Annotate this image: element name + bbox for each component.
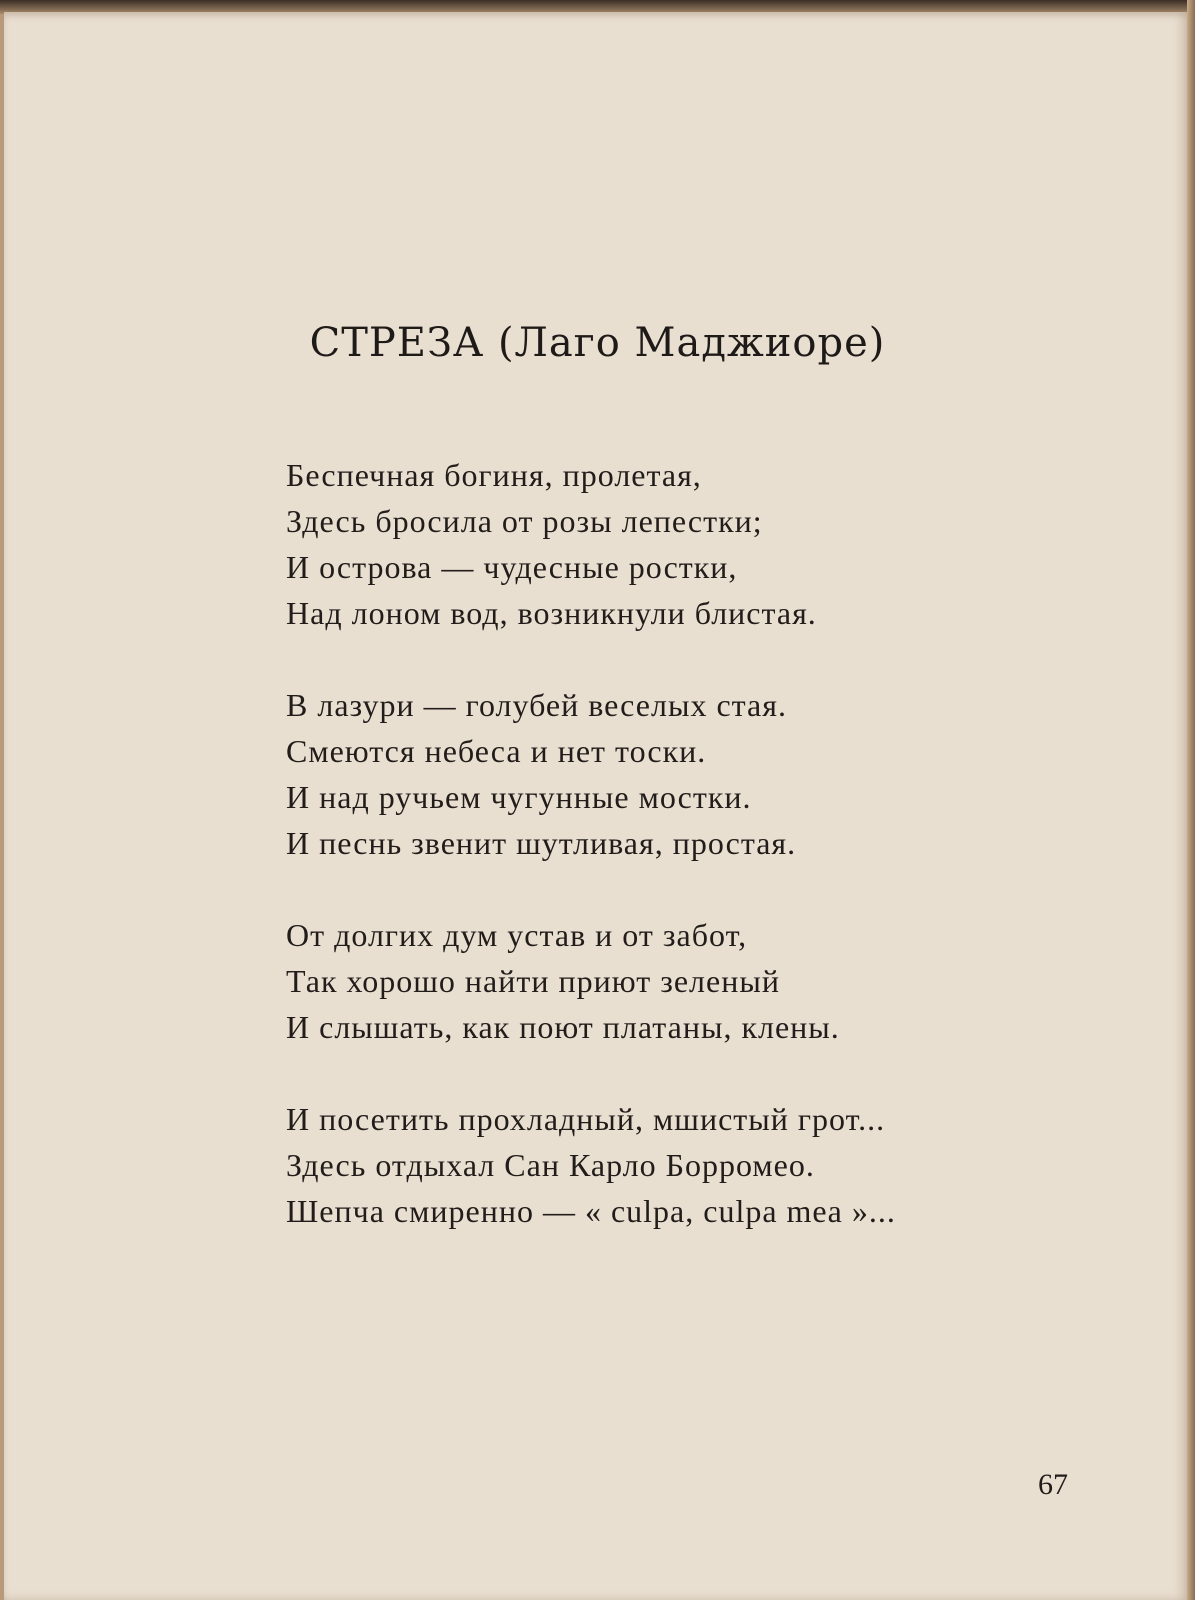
page-number: 67 xyxy=(1038,1468,1068,1501)
poem-line: И острова — чудесные ростки, xyxy=(286,549,738,585)
poem-line: Здесь бросила от розы лепестки; xyxy=(286,503,763,539)
stanza-3 xyxy=(286,912,1086,1050)
poem-line: И над ручьем чугунные мостки. xyxy=(286,779,752,815)
poem-line: Так хорошо найти приют зеленый xyxy=(286,963,780,999)
poem-line: Здесь отдыхал Сан Карло Борромео. xyxy=(286,1147,815,1183)
poem-line: Беспечная богиня, пролетая, xyxy=(286,457,702,493)
poem-title: СТРЕЗА (Лаго Маджиоре) xyxy=(309,320,886,366)
poem-line: От долгих дум устав и от забот, xyxy=(286,917,748,953)
poem-body xyxy=(286,452,1086,1280)
poem-line: И посетить прохладный, мшистый грот... xyxy=(286,1101,886,1137)
poem-line: Смеются небеса и нет тоски. xyxy=(286,733,707,769)
stanza-4 xyxy=(286,1096,1086,1234)
stanza-2 xyxy=(286,682,1086,866)
poem-line: И слышать, как поют платаны, клены. xyxy=(286,1009,840,1045)
book-right-edge xyxy=(1187,0,1195,1600)
poem-line: И песнь звенит шутливая, простая. xyxy=(286,825,797,861)
stanza-1 xyxy=(286,452,1086,636)
poem-line: Над лоном вод, возникнули блистая. xyxy=(286,595,817,631)
poem-line: В лазури — голубей веселых стая. xyxy=(286,687,787,723)
poem-line: Шепча смиренно — « culpa, culpa mea »... xyxy=(286,1193,896,1229)
